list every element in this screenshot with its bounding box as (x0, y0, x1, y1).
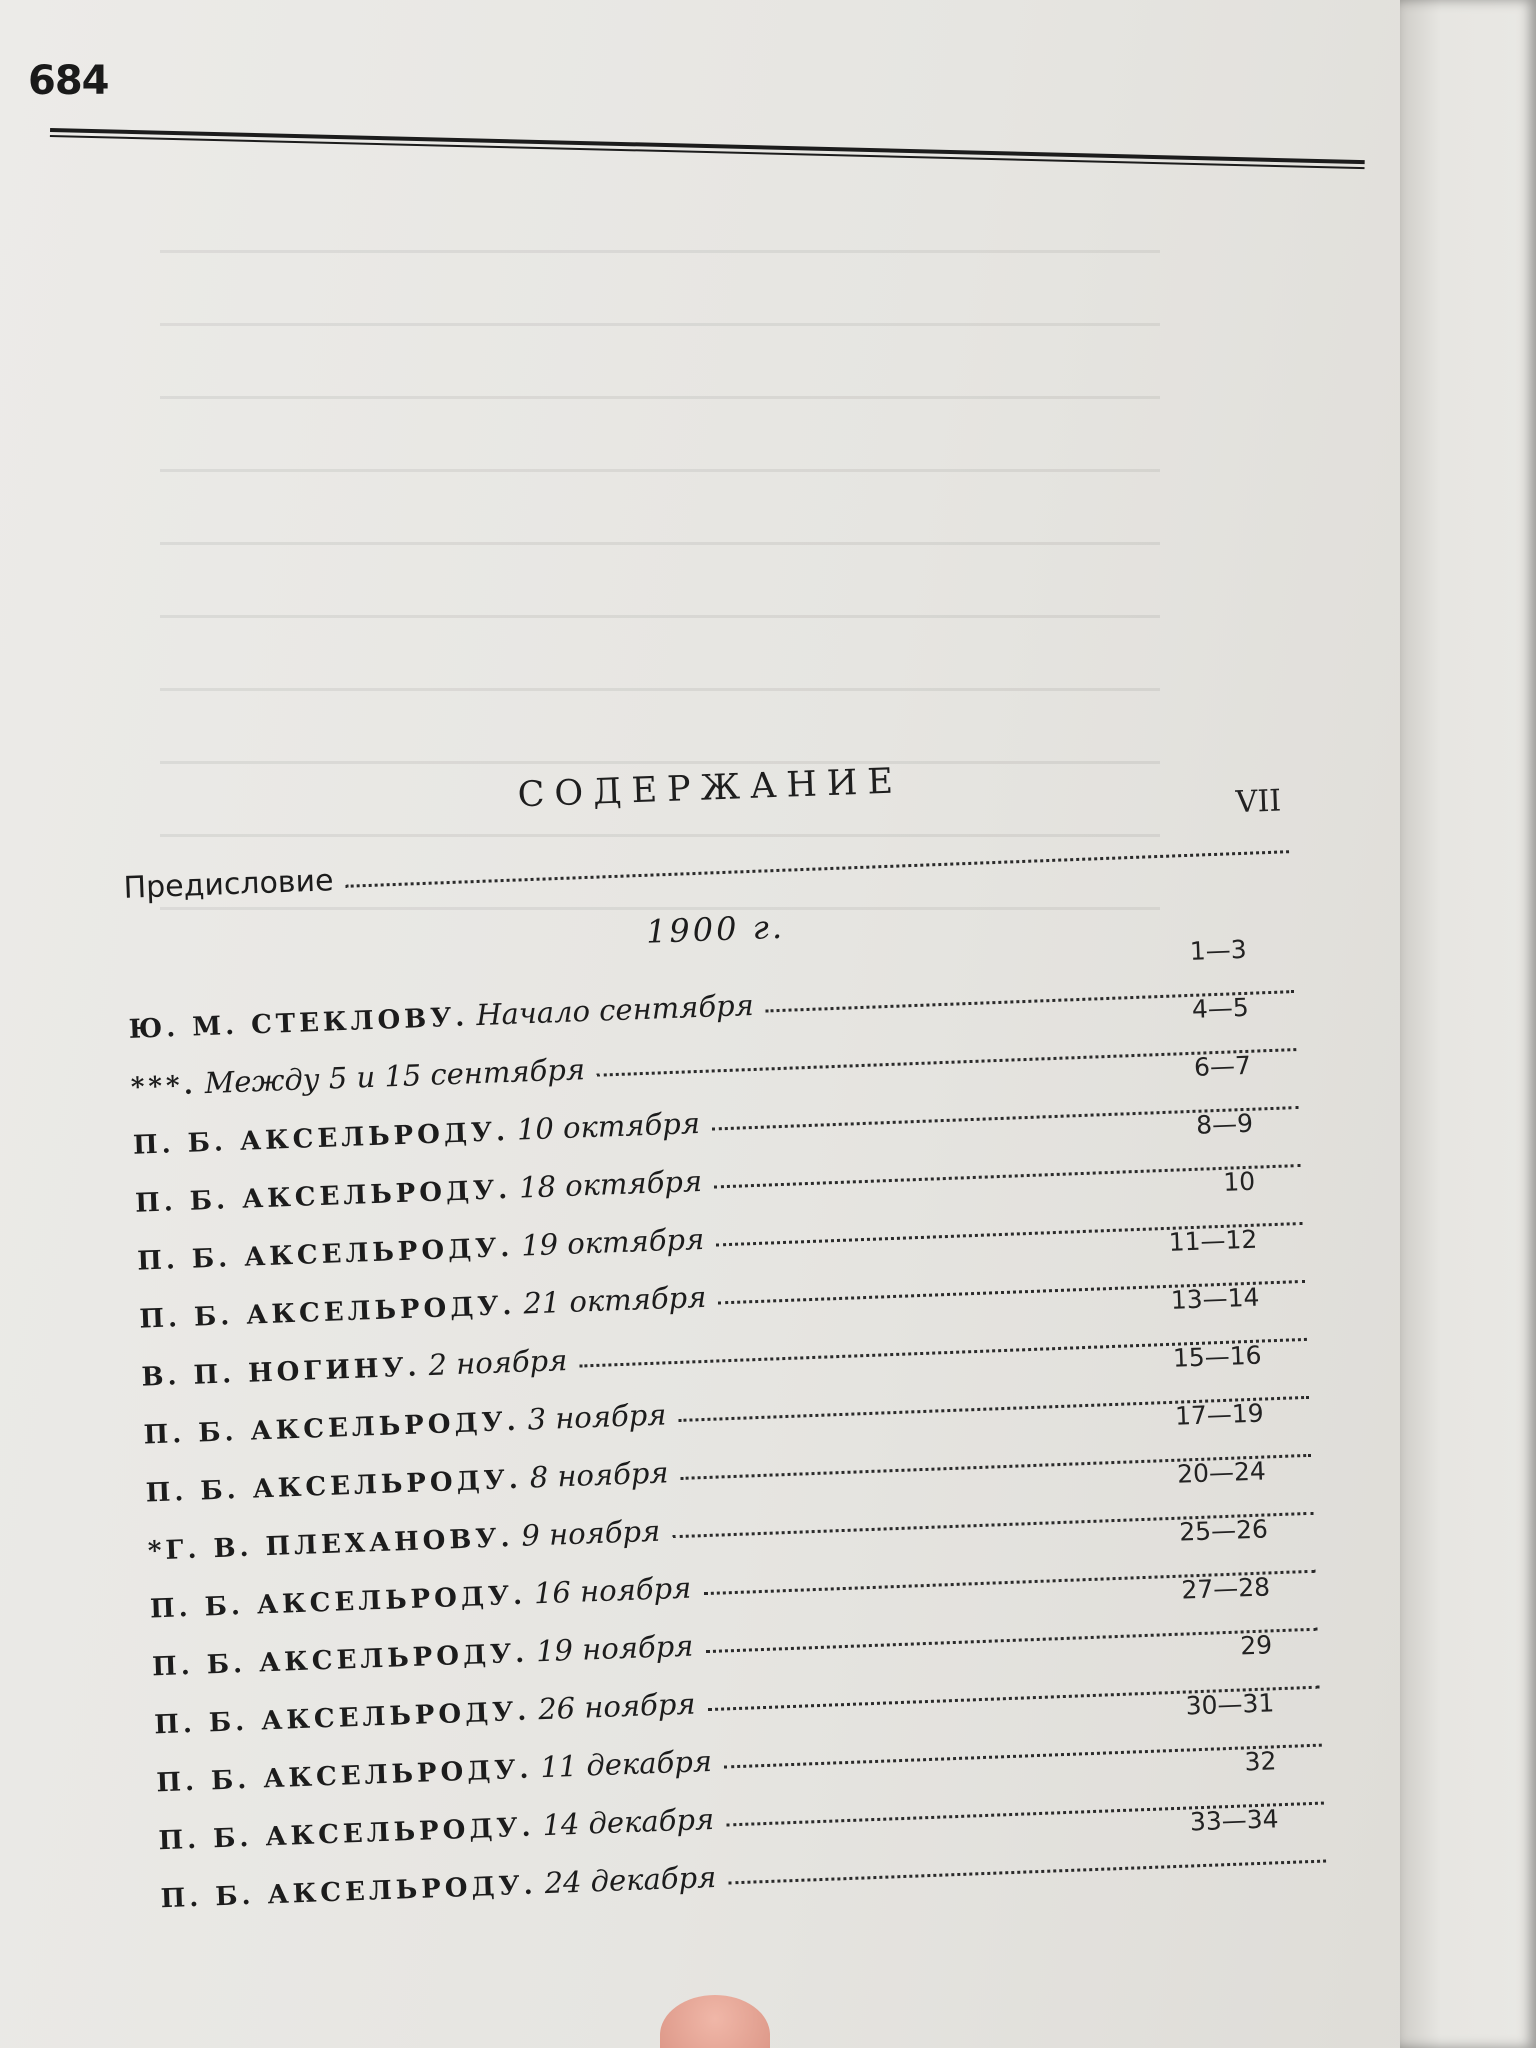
entry-pages: 20—24 (1176, 1456, 1267, 1489)
entry-pages: 33—34 (1189, 1804, 1280, 1837)
toc-entries (127, 934, 1340, 1916)
entry-date: Между 5 и 15 сентября (204, 1052, 586, 1101)
entry-pages: 29 (1239, 1630, 1273, 1661)
entry-addressee: П. Б. АКСЕЛЬРОДУ. (138, 1290, 516, 1335)
right-page-edge (1400, 0, 1536, 2048)
entry-pages: 10 (1222, 1166, 1256, 1197)
entry-date: Начало сентября (475, 987, 755, 1033)
entry-addressee: В. П. НОГИНУ. (140, 1352, 422, 1393)
entry-pages: 15—16 (1172, 1340, 1263, 1373)
leader-dots (728, 1860, 1326, 1885)
entry-addressee: Ю. М. СТЕКЛОВУ. (128, 1002, 469, 1045)
entry-date: 3 ноября (526, 1397, 668, 1437)
entry-pages: 6—7 (1193, 1050, 1252, 1082)
entry-pages: 30—31 (1185, 1688, 1275, 1721)
entry-pages: 17—19 (1174, 1398, 1265, 1431)
entry-date: 21 октября (522, 1279, 707, 1321)
preface-label: Предисловие (122, 863, 335, 906)
entry-pages: 27—28 (1180, 1572, 1271, 1605)
entry-pages: 1—3 (1189, 934, 1248, 966)
entry-date: 14 декабря (541, 1801, 715, 1843)
entry-date: 26 ноября (537, 1686, 697, 1727)
entry-date: 18 октября (518, 1163, 703, 1205)
entry-date: 24 декабря (543, 1859, 717, 1901)
entry-addressee: П. Б. АКСЕЛЬРОДУ. (155, 1754, 533, 1799)
entry-addressee: П. Б. АКСЕЛЬРОДУ. (132, 1116, 510, 1161)
page-number: 684 (28, 58, 109, 104)
entry-date: 8 ноября (529, 1455, 670, 1495)
year-heading: 1900 г. (645, 907, 786, 951)
entry-pages: 32 (1244, 1746, 1277, 1777)
entry-pages: 4—5 (1191, 992, 1250, 1024)
entry-pages: 25—26 (1178, 1514, 1269, 1547)
entry-date: 2 ноября (427, 1343, 568, 1383)
entry-pages: 11—12 (1168, 1224, 1258, 1257)
entry-date: 16 ноября (533, 1570, 692, 1611)
thumb (660, 1995, 770, 2048)
entry-addressee: ***. (130, 1070, 198, 1103)
entry-addressee: *Г. В. ПЛЕХАНОВУ. (147, 1523, 515, 1567)
entry-date: 19 ноября (535, 1628, 694, 1669)
entry-date: 19 октября (520, 1221, 705, 1263)
toc-title: СОДЕРЖАНИЕ (516, 761, 904, 816)
preface-pages: VII (1235, 783, 1282, 821)
entry-addressee: П. Б. АКСЕЛЬРОДУ. (136, 1232, 514, 1277)
entry-date: 11 декабря (539, 1743, 713, 1785)
entry-addressee: П. Б. АКСЕЛЬРОДУ. (149, 1580, 527, 1625)
table-of-contents (120, 747, 1340, 1915)
entry-addressee: П. Б. АКСЕЛЬРОДУ. (160, 1870, 538, 1915)
entry-addressee: П. Б. АКСЕЛЬРОДУ. (134, 1174, 512, 1219)
entry-addressee: П. Б. АКСЕЛЬРОДУ. (151, 1638, 529, 1683)
entry-label (160, 1860, 723, 1916)
entry-addressee: П. Б. АКСЕЛЬРОДУ. (143, 1406, 521, 1451)
entry-pages: 8—9 (1195, 1108, 1254, 1140)
entry-date: 9 ноября (520, 1513, 661, 1553)
header-rule (50, 128, 1365, 169)
entry-addressee: П. Б. АКСЕЛЬРОДУ. (145, 1464, 523, 1509)
entry-pages: 13—14 (1170, 1282, 1260, 1315)
leader-dots (346, 850, 1290, 888)
entry-addressee: П. Б. АКСЕЛЬРОДУ. (153, 1696, 531, 1741)
entry-date: 10 октября (516, 1105, 701, 1147)
entry-addressee: П. Б. АКСЕЛЬРОДУ. (157, 1812, 536, 1857)
